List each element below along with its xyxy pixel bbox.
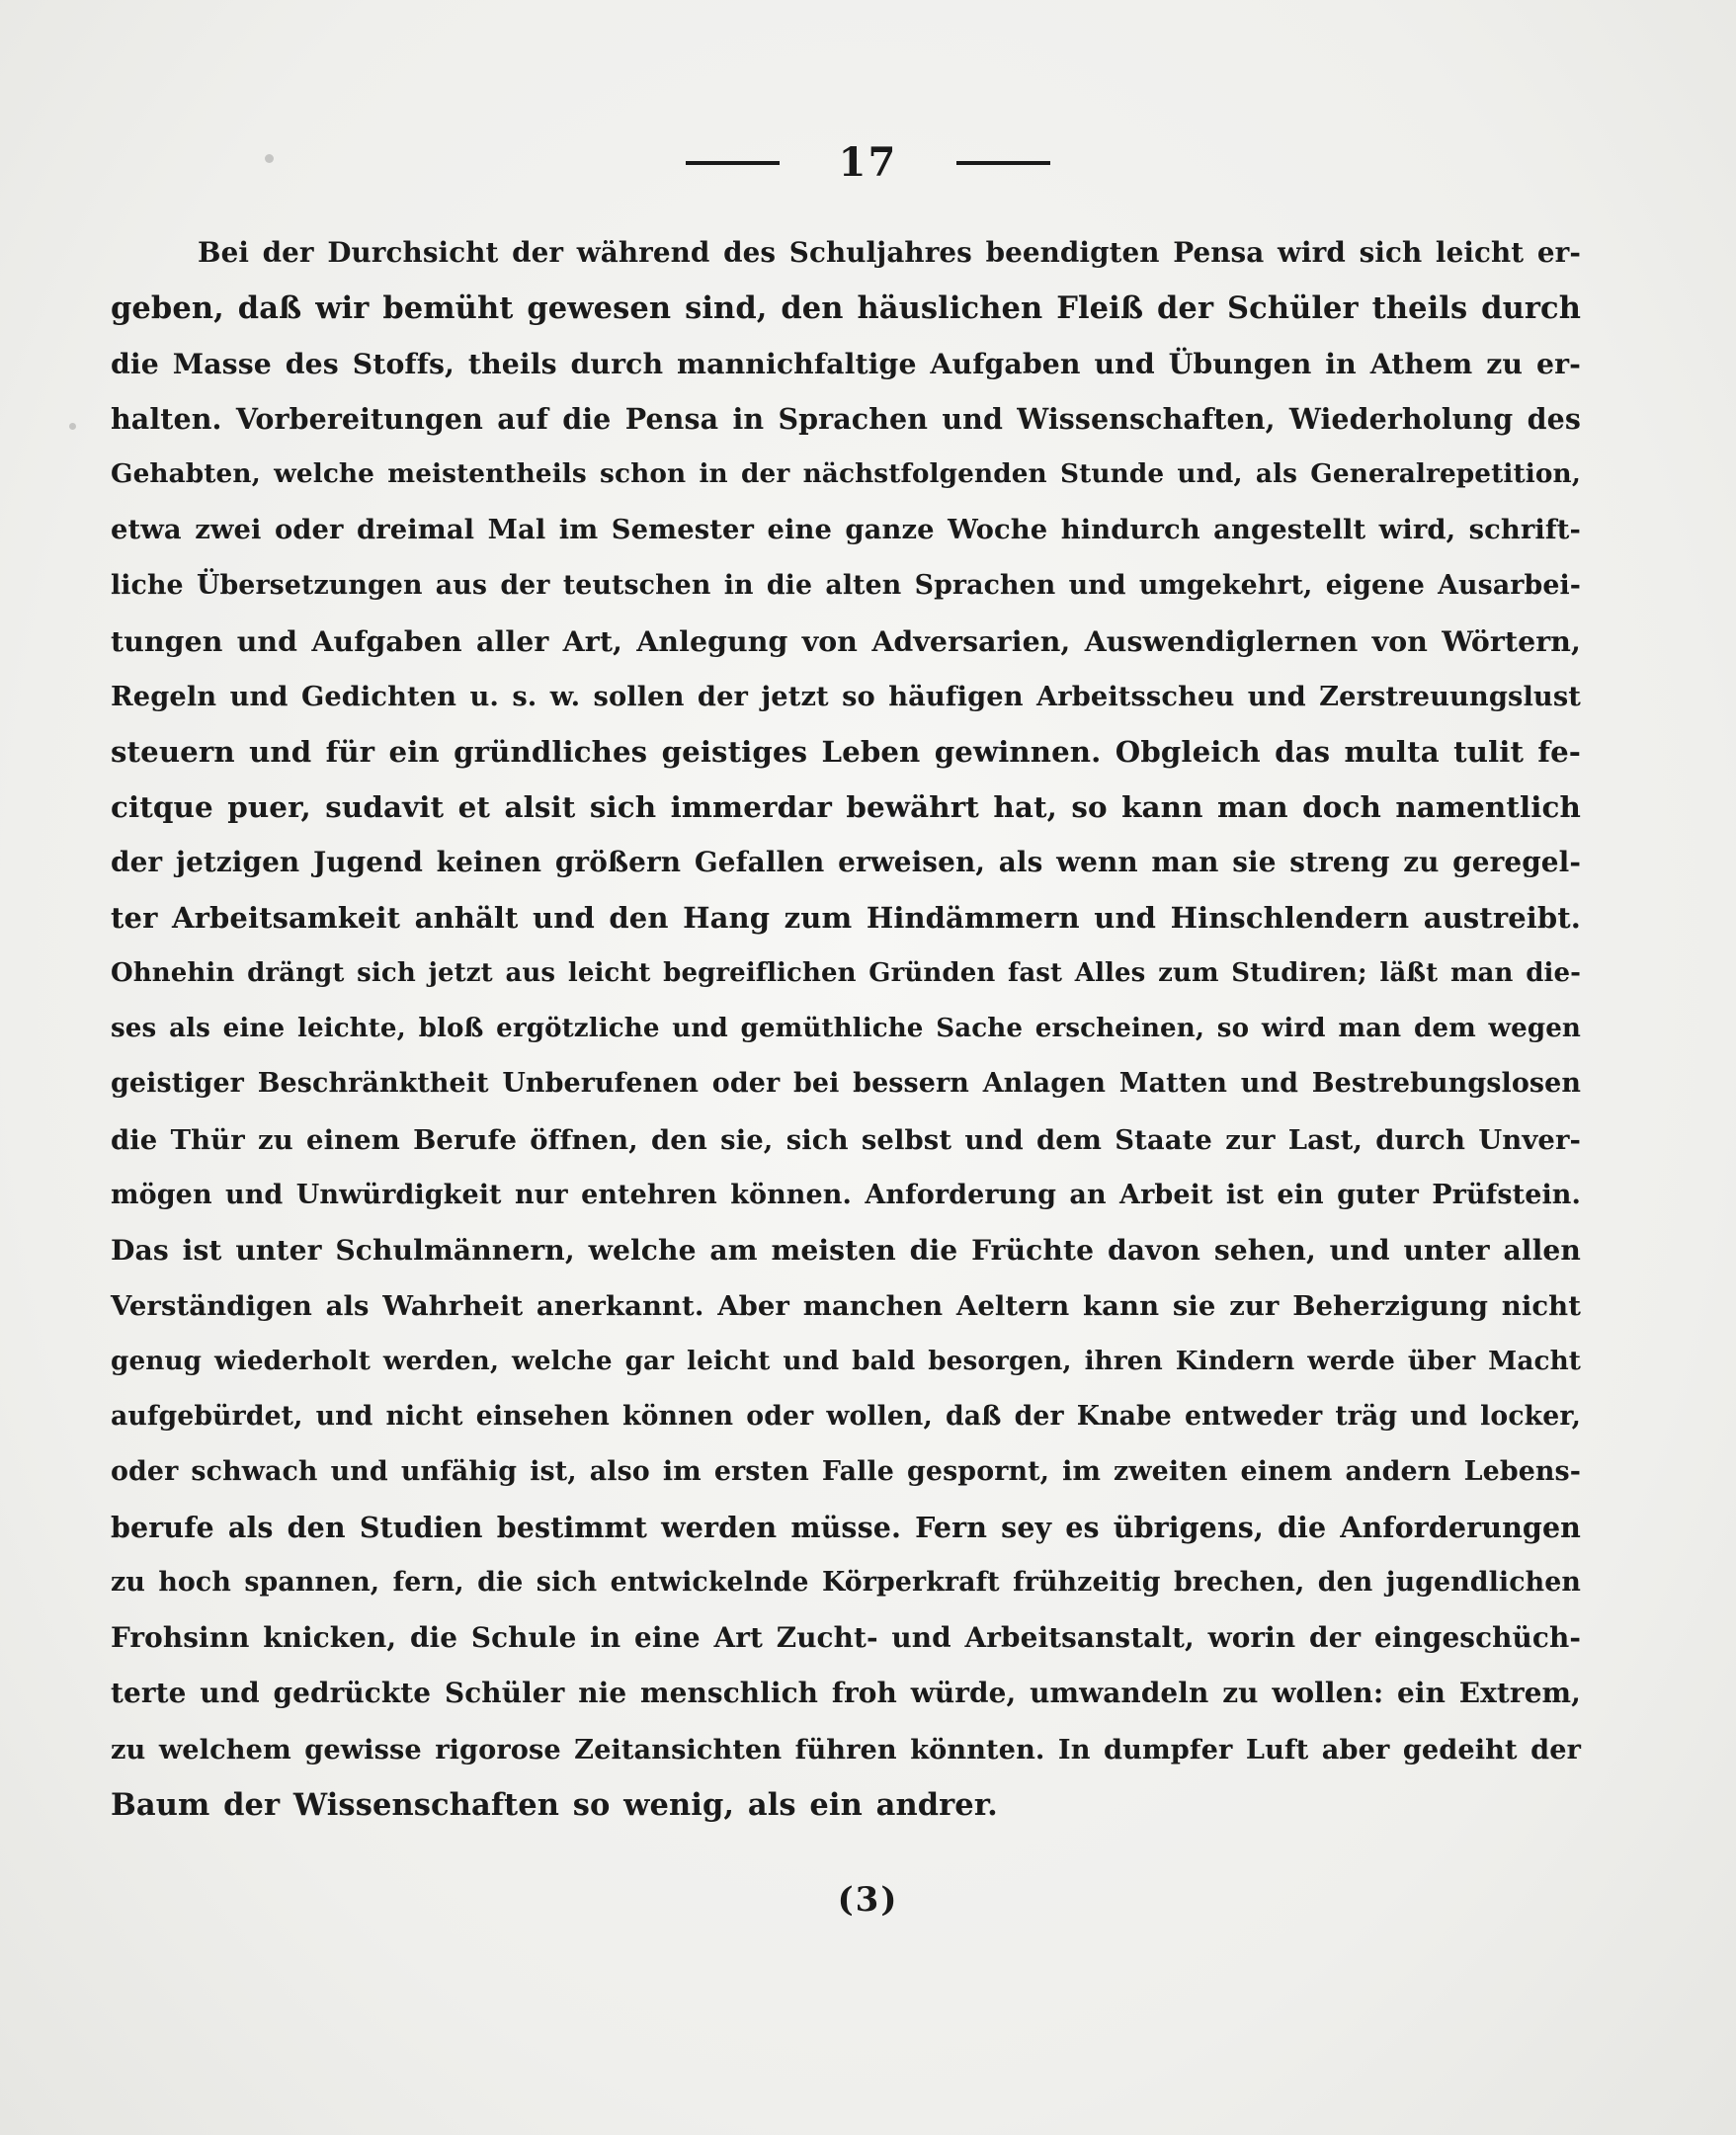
text-line: Verständigen als Wahrheit anerkannt. Aber manchen Aeltern kann sie zur Beherzigung nicht bbox=[111, 1289, 1581, 1322]
text-line: terte und gedrückte Schüler nie menschlich froh würde, umwandeln zu wollen: ein Extrem, bbox=[111, 1677, 1581, 1710]
text-line: mögen und Unwürdigkeit nur entehren können. Anforderung an Arbeit ist ein guter Prüfstein. bbox=[111, 1179, 1581, 1210]
text-line: etwa zwei oder dreimal Mal im Semester eine ganze Woche hindurch angestellt wird, schrift- bbox=[111, 514, 1581, 546]
text-line: Das ist unter Schulmännern, welche am meisten die Früchte davon sehen, und unter allen bbox=[111, 1233, 1581, 1267]
paper-speck bbox=[265, 154, 274, 163]
signature-mark: (3) bbox=[837, 1880, 899, 1920]
text-line: der jetzigen Jugend keinen größern Gefallen erweisen, als wenn man sie streng zu geregel- bbox=[111, 846, 1581, 879]
body-paragraph bbox=[111, 225, 1581, 1833]
text-line: Frohsinn knicken, die Schule in eine Art Zucht- und Arbeitsanstalt, worin der eingeschüch- bbox=[111, 1621, 1581, 1655]
text-line: ter Arbeitsamkeit anhält und den Hang zum Hindämmern und Hinschlendern austreibt. bbox=[111, 901, 1581, 936]
text-line: steuern und für ein gründliches geistiges Leben gewinnen. Obgleich das multa tulit fe- bbox=[111, 734, 1581, 769]
text-line: die Thür zu einem Berufe öffnen, den sie, sich selbst und dem Staate zur Last, durch Unver- bbox=[111, 1123, 1581, 1156]
text-line: Baum der Wissenschaften so wenig, als ein andrer. bbox=[111, 1786, 998, 1823]
text-line: die Masse des Stoffs, theils durch mannichfaltige Aufgaben und Übungen in Athem zu er- bbox=[111, 347, 1581, 381]
text-line: berufe als den Studien bestimmt werden müsse. Fern sey es übrigens, die Anforderungen bbox=[111, 1511, 1581, 1545]
text-line: halten. Vorbereitungen auf die Pensa in Sprachen und Wissenschaften, Wiederholung des bbox=[111, 402, 1581, 437]
text-line: genug wiederholt werden, welche gar leicht und bald besorgen, ihren Kindern werde über Macht bbox=[111, 1345, 1581, 1376]
text-line: geben, daß wir bemüht gewesen sind, den häuslichen Fleiß der Schüler theils durch bbox=[111, 290, 1581, 327]
text-line: Bei der Durchsicht der während des Schuljahres beendigten Pensa wird sich leicht er- bbox=[198, 236, 1581, 269]
paper-speck bbox=[69, 423, 76, 430]
text-line: aufgebürdet, und nicht einsehen können oder wollen, daß der Knabe entweder träg und locker, bbox=[111, 1400, 1581, 1432]
page-number: 17 bbox=[838, 139, 898, 186]
text-line: zu hoch spannen, fern, die sich entwickelnde Körperkraft frühzeitig brechen, den jugendlichen bbox=[111, 1567, 1581, 1599]
page-header bbox=[0, 138, 1736, 188]
text-line: Ohnehin drängt sich jetzt aus leicht begreiflichen Gründen fast Alles zum Studiren; läßt man die- bbox=[111, 958, 1581, 989]
text-line: geistiger Beschränktheit Unberufenen oder bei bessern Anlagen Matten und Bestrebungslosen bbox=[111, 1068, 1581, 1100]
text-line: zu welchem gewisse rigorose Zeitansichten führen könnten. In dumpfer Luft aber gedeiht der bbox=[111, 1733, 1581, 1765]
header-dash-left bbox=[686, 161, 780, 165]
text-line: Gehabten, welche meistentheils schon in der nächstfolgenden Stunde und, als Generalrepetition, bbox=[111, 458, 1581, 490]
text-line: Regeln und Gedichten u. s. w. sollen der jetzt so häufigen Arbeitsscheu und Zerstreuungslust bbox=[111, 680, 1581, 712]
header-dash-right bbox=[956, 161, 1050, 165]
text-line: citque puer, sudavit et alsit sich immerdar bewährt hat, so kann man doch namentlich bbox=[111, 788, 1581, 824]
text-line: oder schwach und unfähig ist, also im ersten Falle gespornt, im zweiten einem andern Lebens- bbox=[111, 1456, 1581, 1488]
text-line: tungen und Aufgaben aller Art, Anlegung von Adversarien, Auswendiglernen von Wörtern, bbox=[111, 623, 1581, 658]
text-line: ses als eine leichte, bloß ergötzliche und gemüthliche Sache erscheinen, so wird man dem wegen bbox=[111, 1013, 1581, 1044]
text-line: liche Übersetzungen aus der teutschen in die alten Sprachen und umgekehrt, eigene Ausarbei- bbox=[111, 569, 1581, 601]
